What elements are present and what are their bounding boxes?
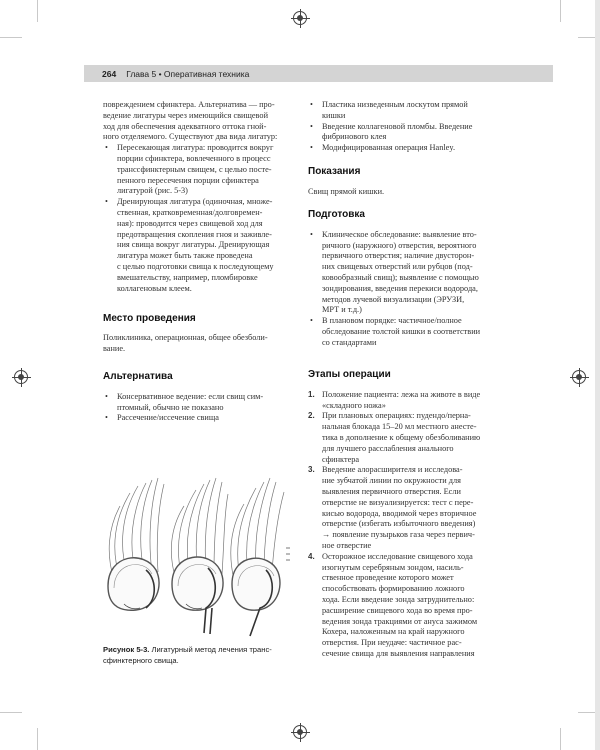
- text-line: лигатура может быть также проведена: [117, 251, 253, 261]
- text-line: В плановом порядке: частичное/полное: [322, 316, 462, 326]
- text-line: хода. Если введение зонда затруднительно:: [322, 594, 475, 604]
- text-line: Пересекающая лигатура: проводится вокруг: [117, 143, 274, 153]
- list-item: [103, 197, 298, 294]
- text-line: коллагеновым клеем.: [117, 283, 192, 293]
- caption-text: сфинктерного свища.: [103, 655, 179, 665]
- figure-caption: [103, 645, 293, 666]
- text-line: зондирования, введения перекиси водорода,: [322, 283, 478, 293]
- steps-list: [308, 390, 513, 660]
- ligature-illustration: [100, 458, 300, 638]
- step-number: 2.: [308, 411, 315, 421]
- text-line: вмешательству, например, пломбировке: [117, 272, 258, 282]
- text-line: ное отверстие: [322, 540, 372, 550]
- text-line: При плановых операциях: пудендо/перна-: [322, 411, 471, 421]
- text-line: отверстия. При неудаче: частичное рас-: [322, 638, 462, 648]
- text-line: ведение лигатуры через имеющийся свищевой: [103, 110, 269, 120]
- text-line: кисью водорода, вводимой через вторичное: [322, 508, 477, 518]
- text-line: тика в дополнение к общему обезболиванию: [322, 432, 481, 442]
- step-number: 3.: [308, 465, 315, 475]
- crop-mark: [37, 728, 38, 750]
- right-column: [308, 100, 513, 154]
- text-line: Введение алорасширителя и исследова-: [322, 465, 463, 475]
- list-item: [308, 100, 513, 122]
- text-line: ная): проводится через свищевой ход для: [117, 218, 263, 228]
- list-item: [308, 143, 513, 154]
- place-section: [103, 314, 298, 354]
- list-item: [103, 143, 298, 197]
- text-line: нальная блокада 15–20 мл местного анесте-: [322, 422, 477, 432]
- text-line: сфинктера: [322, 454, 360, 464]
- indications-section: [308, 167, 513, 198]
- step-item: [308, 552, 513, 660]
- step-number: 4.: [308, 551, 315, 561]
- text-line: МРТ и т.д.): [322, 305, 362, 315]
- section-heading: Место проведения: [103, 313, 196, 324]
- registration-mark-icon: [293, 725, 307, 739]
- text-line: отверстие (избегать избыточного введения): [322, 519, 476, 529]
- text-line: пенного пересечения порции сфинктера: [117, 175, 259, 185]
- muscle-fiber: [214, 482, 222, 572]
- registration-mark-icon: [572, 370, 586, 384]
- text-line: Пластика низведенным лоскутом прямой: [322, 100, 468, 109]
- preparation-list: [308, 230, 513, 349]
- text-line: для лучшего расслабления анального: [322, 443, 454, 453]
- place-paragraph: [103, 333, 298, 355]
- crop-mark: [0, 712, 22, 713]
- text-line: Кохера, наложенным на край наружного: [322, 627, 465, 637]
- crop-mark: [0, 37, 22, 38]
- text-line: Клиническое обследование: выявление вто-: [322, 229, 477, 239]
- crop-mark: [37, 0, 38, 22]
- list-item: [308, 122, 513, 144]
- text-line: способствовать формированию ложного: [322, 584, 465, 594]
- registration-mark-icon: [14, 370, 28, 384]
- text-line: птомный, обычно не показано: [117, 402, 224, 412]
- text-line: лигатурой (рис. 5-3): [117, 186, 188, 196]
- text-line: ного отделяемого. Существуют два вида лигатур:: [103, 132, 278, 142]
- step-number: 1.: [308, 389, 315, 399]
- crop-mark: [560, 0, 561, 22]
- text-line: Консервативное ведение: если свищ сим-: [117, 391, 264, 401]
- chapter-title: Глава 5 • Оперативная техника: [126, 68, 250, 79]
- text-line: со стандартами: [322, 337, 377, 347]
- registration-mark-icon: [293, 11, 307, 25]
- text-line: ние зубчатой линии по окружности для: [322, 476, 461, 486]
- text-line: порции сфинктера, вовлеченного в процесс: [117, 153, 271, 163]
- alternative-methods-list: [308, 100, 513, 154]
- section-heading: Этапы операции: [308, 369, 391, 380]
- text-line: повреждением сфинктера. Альтернатива — про-: [103, 100, 275, 109]
- text-line: ход для обеспечения адекватного оттока гной-: [103, 121, 267, 131]
- page-number: 264: [102, 68, 117, 79]
- text-line: Осторожное исследование свищевого хода: [322, 551, 473, 561]
- text-line: сечение свища для выявления направления: [322, 648, 475, 658]
- muscle-fiber: [157, 484, 164, 572]
- text-line: с целью подготовки свища к последующему: [117, 261, 274, 271]
- muscle-fiber: [222, 494, 228, 574]
- text-line: Положение пациента: лежа на животе в виде: [322, 389, 481, 399]
- text-line: первичного отверстия; наличие двусторон-: [322, 251, 475, 261]
- text-line: Поликлиника, операционная, общее обезболи-: [103, 332, 268, 342]
- text-line: ственное проведение которого может: [322, 573, 454, 583]
- section-heading: Альтернатива: [103, 371, 173, 382]
- text-line: методов лучевой визуализации (ЭРУЗИ,: [322, 294, 465, 304]
- text-line: ричного (наружного) отверстия, вероятного: [322, 240, 477, 250]
- intro-paragraph: [103, 100, 298, 143]
- preparation-section: [308, 210, 513, 349]
- text-line: них свищевых отверстий или рубцов (под-: [322, 262, 473, 272]
- text-line: изогнутым серебряным зондом, насиль-: [322, 562, 464, 572]
- page-edge-shadow: [595, 0, 600, 750]
- steps-section: [308, 370, 513, 660]
- text-line: отверстие не визуализируется: тест с пере-: [322, 497, 474, 507]
- alternative-list: [103, 392, 298, 424]
- text-line: Модифицированная операция Hanley.: [322, 143, 456, 153]
- text-line: обследование толстой кишки в соответствии: [322, 326, 481, 336]
- caption-text: Лигатурный метод лечения транс-: [149, 645, 272, 654]
- left-column: [103, 100, 298, 294]
- indications-text: Свищ прямой кишки.: [308, 186, 385, 196]
- text-line: ведения зонда тракциями от ануса зажимом: [322, 616, 478, 626]
- text-line: кишки: [322, 110, 346, 120]
- text-line: фибринового клея: [322, 132, 387, 142]
- ligature-list: [103, 143, 298, 294]
- text-line: Введение коллагеновой пломбы. Введение: [322, 121, 473, 131]
- text-line: предотвращения скопления гноя и заживле-: [117, 229, 272, 239]
- crop-mark: [560, 728, 561, 750]
- step-item: [308, 390, 513, 412]
- muscle-fiber: [150, 478, 158, 572]
- alternative-section: [103, 372, 298, 424]
- figure-label: Рисунок 5-3.: [103, 645, 150, 654]
- running-header: [84, 65, 553, 82]
- ligature-thread: [210, 608, 212, 634]
- list-item: [308, 230, 513, 316]
- list-item: [103, 413, 298, 424]
- section-heading: Показания: [308, 166, 361, 177]
- step-item: [308, 465, 513, 551]
- text-line: ния свища вокруг лигатуры. Дренирующая: [117, 240, 270, 250]
- text-line: ковообразный свищ); выявление с помощью: [322, 272, 479, 282]
- text-line: «складного ножа»: [322, 400, 386, 410]
- section-heading: Подготовка: [308, 209, 365, 220]
- text-line: расширение свищевого хода во время про-: [322, 605, 473, 615]
- text-line: выявления первичного отверстия. Если: [322, 486, 461, 496]
- text-line: вание.: [103, 343, 126, 353]
- step-item: [308, 411, 513, 465]
- muscle-fiber: [272, 492, 284, 572]
- text-line: Дренирующая лигатура (одиночная, множе-: [117, 197, 273, 207]
- text-line: → появление пузырьков газа через первич-: [322, 530, 475, 540]
- text-line: транссфинктерным свищем, с целью посте-: [117, 164, 272, 174]
- muscle-fiber: [264, 482, 276, 572]
- list-item: [308, 316, 513, 348]
- text-line: Рассечение/иссечение свища: [117, 413, 219, 423]
- list-item: [103, 392, 298, 414]
- text-line: ственная, кратковременная/долговремен-: [117, 207, 263, 217]
